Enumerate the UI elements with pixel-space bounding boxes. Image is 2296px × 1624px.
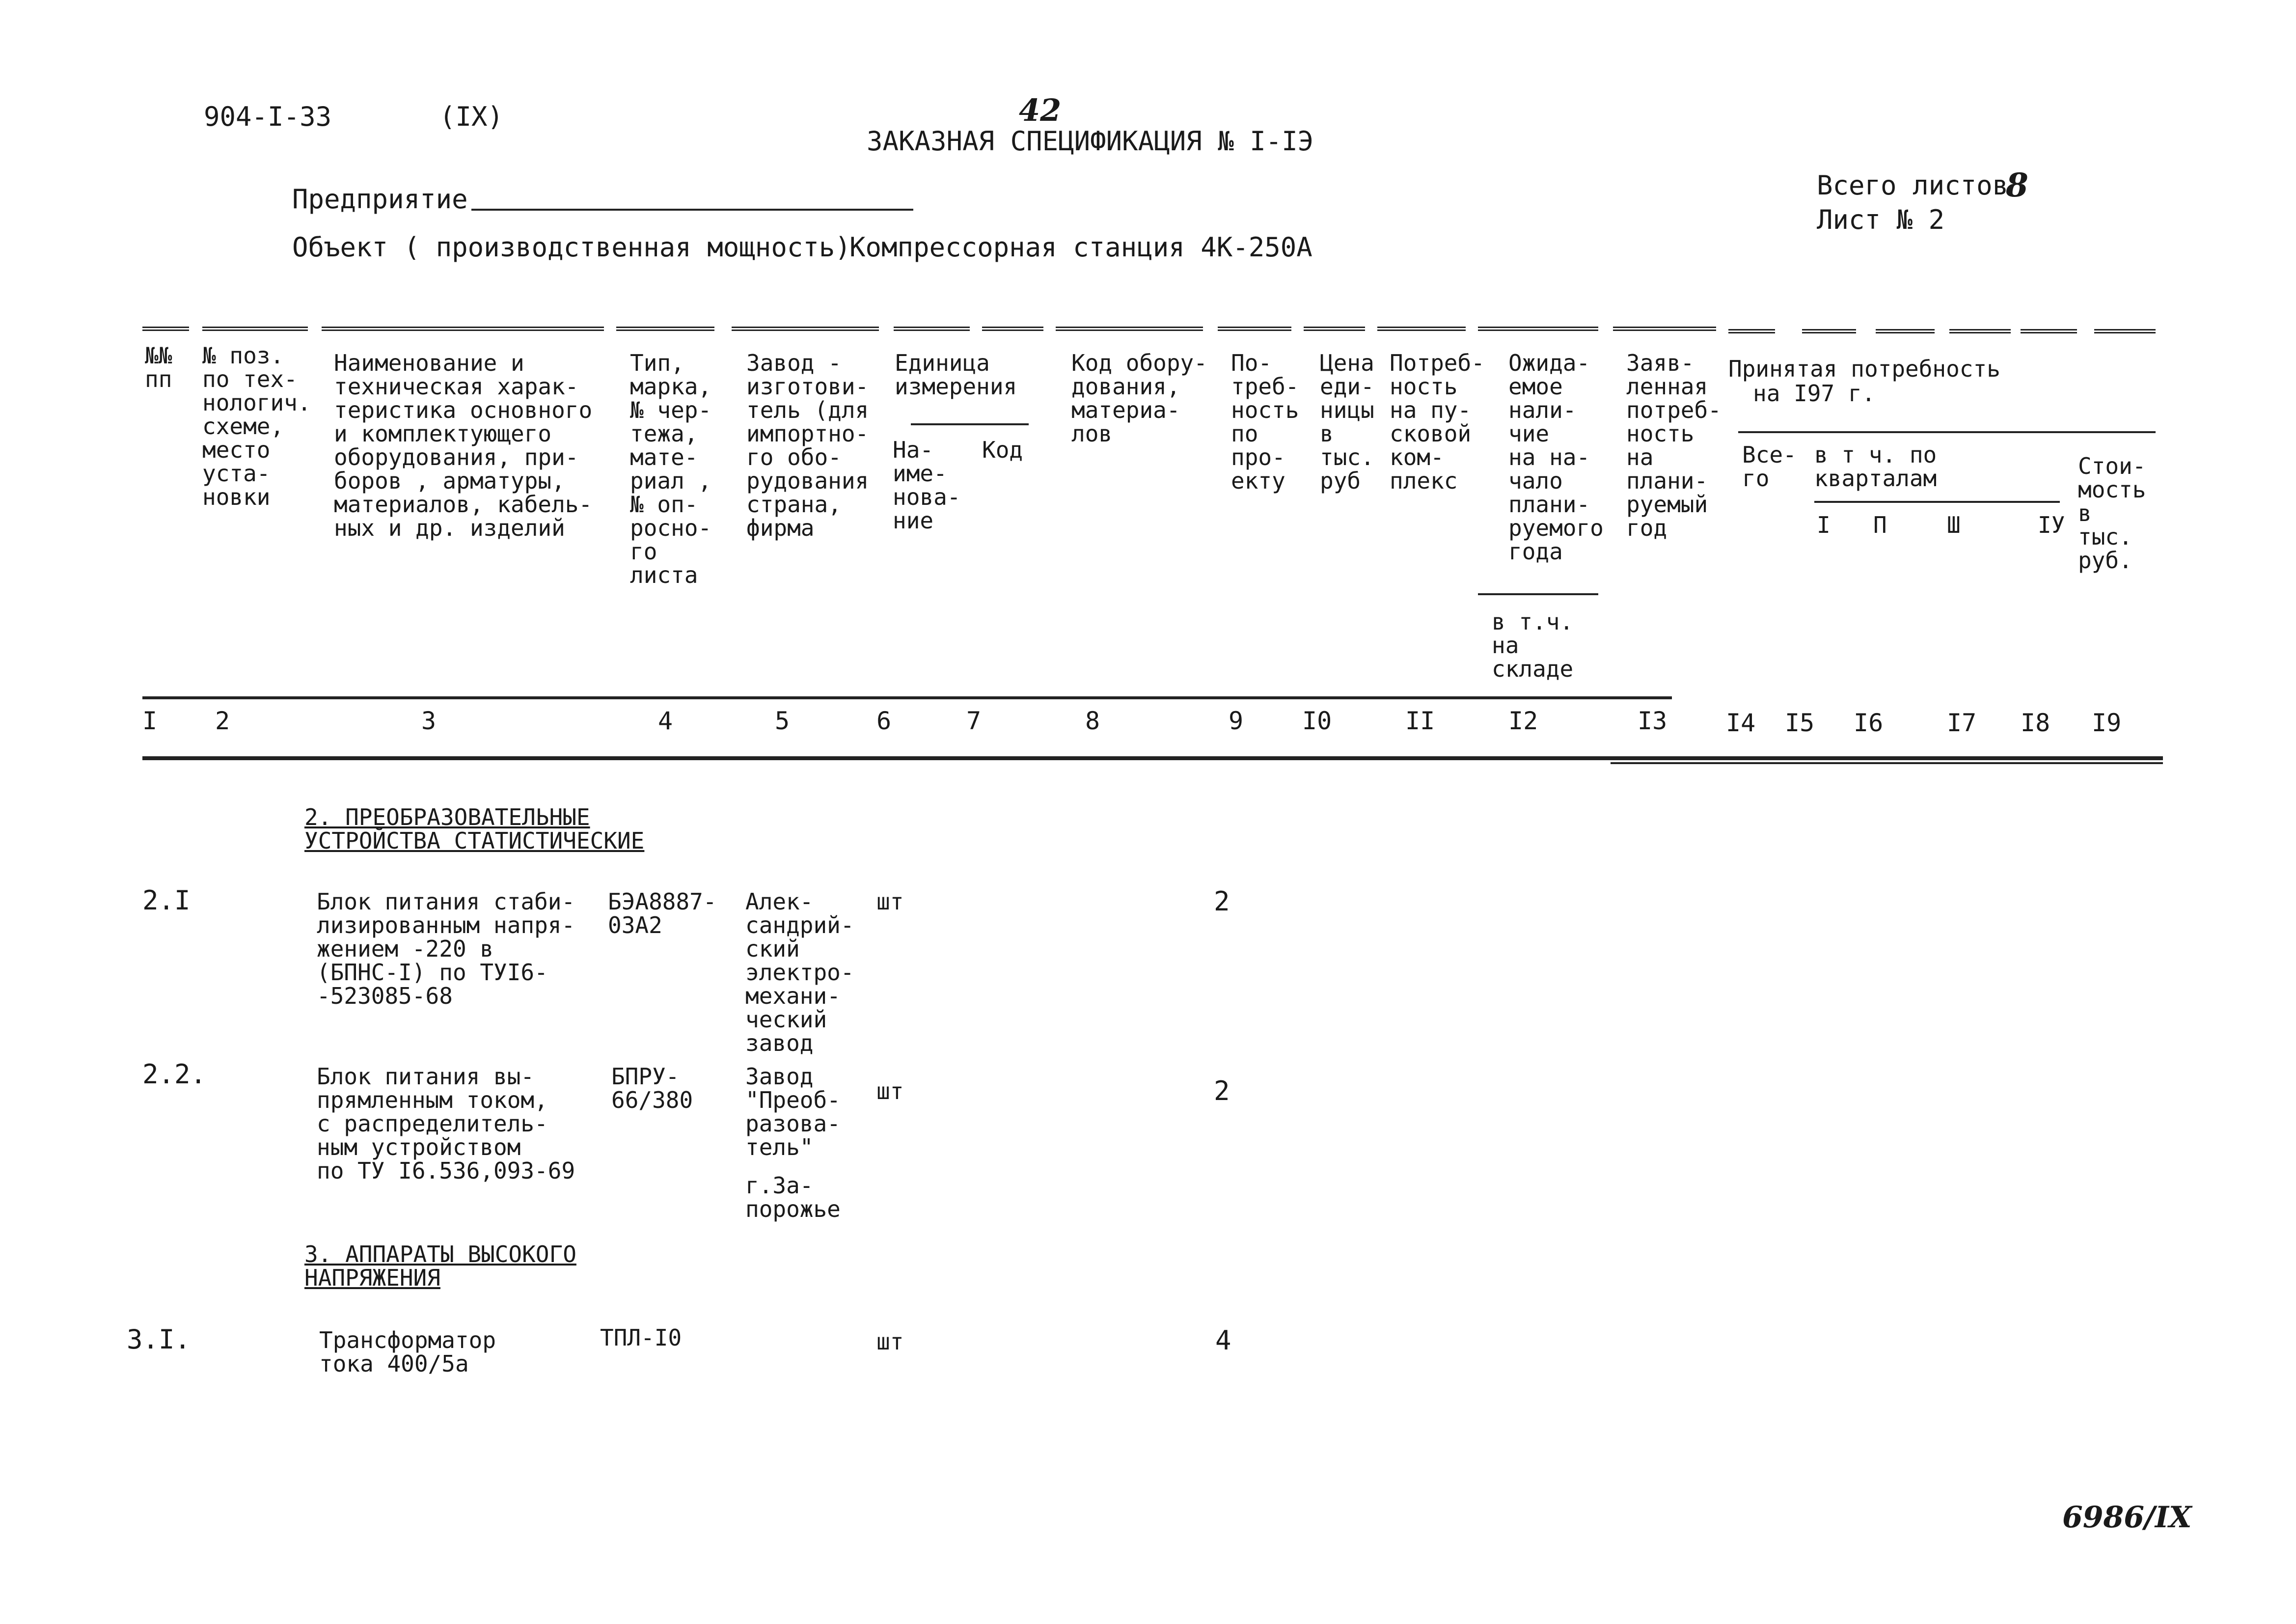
column-number: 8 — [1085, 707, 1100, 735]
column-number: I8 — [2021, 709, 2050, 737]
col-header-total: Все- го — [1742, 441, 1797, 492]
document-roman-numeral: (IX) — [439, 101, 504, 132]
col-header-type: Тип, марка, № чер- тежа, мате- риал , № оп- росно- го листа — [630, 350, 712, 588]
col-header-startup-need: Потреб- ность на пу- сковой ком- плекс — [1390, 350, 1485, 494]
column-number: II — [1405, 707, 1435, 735]
col-header-unit-group: Единица измерения — [895, 350, 1017, 400]
column-number: 6 — [876, 707, 892, 735]
total-sheets-label: Всего листов — [1817, 170, 2009, 201]
enterprise-label: Предприятие — [292, 184, 468, 215]
sheet-label: Лист № 2 — [1817, 204, 1945, 235]
column-number: I3 — [1638, 707, 1667, 735]
object-value: Компрессорная станция 4К-250А — [849, 232, 1312, 263]
row-number: 3.I. — [127, 1324, 191, 1355]
column-number: I9 — [2092, 709, 2122, 737]
accepted-divider — [1738, 431, 2156, 433]
column-number: 9 — [1229, 707, 1244, 735]
column-number: I7 — [1947, 709, 1977, 737]
row-number: 2.I — [142, 885, 191, 916]
row-item-name: Блок питания вы- прямленным током, с распределитель- ным устройством по ТУ I6.536,093-69 — [317, 1063, 575, 1184]
row-item-quantity: 2 — [1214, 1075, 1230, 1106]
row-item-manufacturer: Алек- сандрий- ский электро- механи- ческий завод — [745, 888, 854, 1056]
row-item-type: БЭА8887- 03А2 — [608, 888, 717, 938]
column-number: I5 — [1785, 709, 1815, 737]
row-item-name: Блок питания стаби- лизированным напря- жением -220 в (БПНС-I) по ТУI6- -523085-68 — [317, 888, 575, 1009]
column-number: 3 — [421, 707, 437, 735]
total-sheets-value: 8 — [2006, 166, 2028, 204]
column-number: 4 — [658, 707, 673, 735]
col-header-by-quarters: в т ч. по кварталам — [1814, 441, 1937, 492]
row-item-type: БПРУ- 66/380 — [611, 1063, 693, 1113]
row-item-name: Трансформатор тока 400/5а — [319, 1327, 496, 1377]
page-number: 42 — [1019, 92, 1062, 128]
row-item-unit: шт — [876, 1078, 904, 1104]
column-number: I2 — [1508, 707, 1538, 735]
col-header-unit-code: Код — [982, 437, 1023, 463]
col-header-declared-need: Заяв- ленная потреб- ность на плани- руемый год — [1626, 350, 1722, 541]
row-number: 2.2. — [142, 1059, 207, 1090]
col-header-unit-name: На- име- нова- ние — [893, 437, 961, 534]
row-item-unit: шт — [876, 888, 904, 915]
column-number: I — [142, 707, 158, 735]
stock-divider — [1478, 593, 1598, 595]
col-header-equipment-code: Код обору- дования, материа- лов — [1071, 350, 1207, 447]
column-number: I4 — [1726, 709, 1756, 737]
row-item-quantity: 4 — [1215, 1325, 1231, 1356]
col-header-project-need: По- треб- ность по про- екту — [1231, 350, 1299, 494]
column-number: 2 — [215, 707, 230, 735]
column-number: 7 — [966, 707, 982, 735]
col-header-cost: Стои- мость в тыс. руб. — [2078, 453, 2146, 574]
document-title: ЗАКАЗНАЯ СПЕЦИФИКАЦИЯ № I-IЭ — [867, 126, 1314, 157]
section-title: 2. ПРЕОБРАЗОВАТЕЛЬНЫЕ УСТРОЙСТВА СТАТИСТИЧЕСКИЕ — [304, 804, 645, 854]
row-item-unit: шт — [876, 1328, 904, 1355]
col-header-q2: П — [1873, 512, 1887, 538]
object-label: Объект ( производственная мощность) — [292, 232, 851, 263]
col-header-in-warehouse: в т.ч. на складе — [1492, 608, 1574, 682]
numbering-bottom-line-2 — [1611, 762, 2163, 764]
archive-stamp: 6986/IX — [2062, 1500, 2192, 1535]
col-header-number: №№ пп — [145, 342, 172, 392]
document-code: 904-I-33 — [204, 101, 332, 132]
col-header-q1: I — [1817, 512, 1831, 538]
col-header-unit-price: Цена еди- ницы в тыс. руб — [1320, 350, 1374, 494]
row-item-quantity: 2 — [1214, 886, 1230, 917]
col-header-q4: IУ — [2038, 512, 2065, 538]
row-item-manufacturer: Завод "Преоб- разова- тель" — [745, 1063, 841, 1160]
col-header-expected-stock: Ожида- емое нали- чие на на- чало плани- руемого года — [1508, 350, 1604, 565]
row-item-manufacturer-city: г.За- порожье — [745, 1172, 841, 1222]
section-title: 3. АППАРАТЫ ВЫСОКОГО НАПРЯЖЕНИЯ — [304, 1241, 576, 1291]
col-header-q3: Ш — [1947, 512, 1961, 538]
column-number: I6 — [1854, 709, 1884, 737]
col-header-accepted-year: на I97 г. — [1753, 380, 1876, 407]
header-bottom-line — [142, 696, 1672, 699]
column-number: I0 — [1302, 707, 1332, 735]
col-header-manufacturer: Завод - изготови- тель (для импортно- го обо- рудования страна, фирма — [746, 350, 869, 541]
col-header-name: Наименование и техническая харак- теристика основного и комплектующего оборудования, при- боров , арматуры, материалов, кабель- ных и др. изделий — [334, 350, 593, 541]
col-header-accepted-need: Принятая потребность — [1728, 356, 2000, 382]
col-header-position: № поз. по тех- нологич. схеме, место уста- новки — [202, 342, 311, 510]
quarters-divider — [1814, 501, 2060, 503]
numbering-bottom-line — [142, 756, 2163, 760]
row-item-type: ТПЛ-I0 — [600, 1324, 682, 1351]
column-number: 5 — [775, 707, 790, 735]
unit-group-divider — [911, 423, 1029, 425]
enterprise-underline — [471, 209, 913, 211]
